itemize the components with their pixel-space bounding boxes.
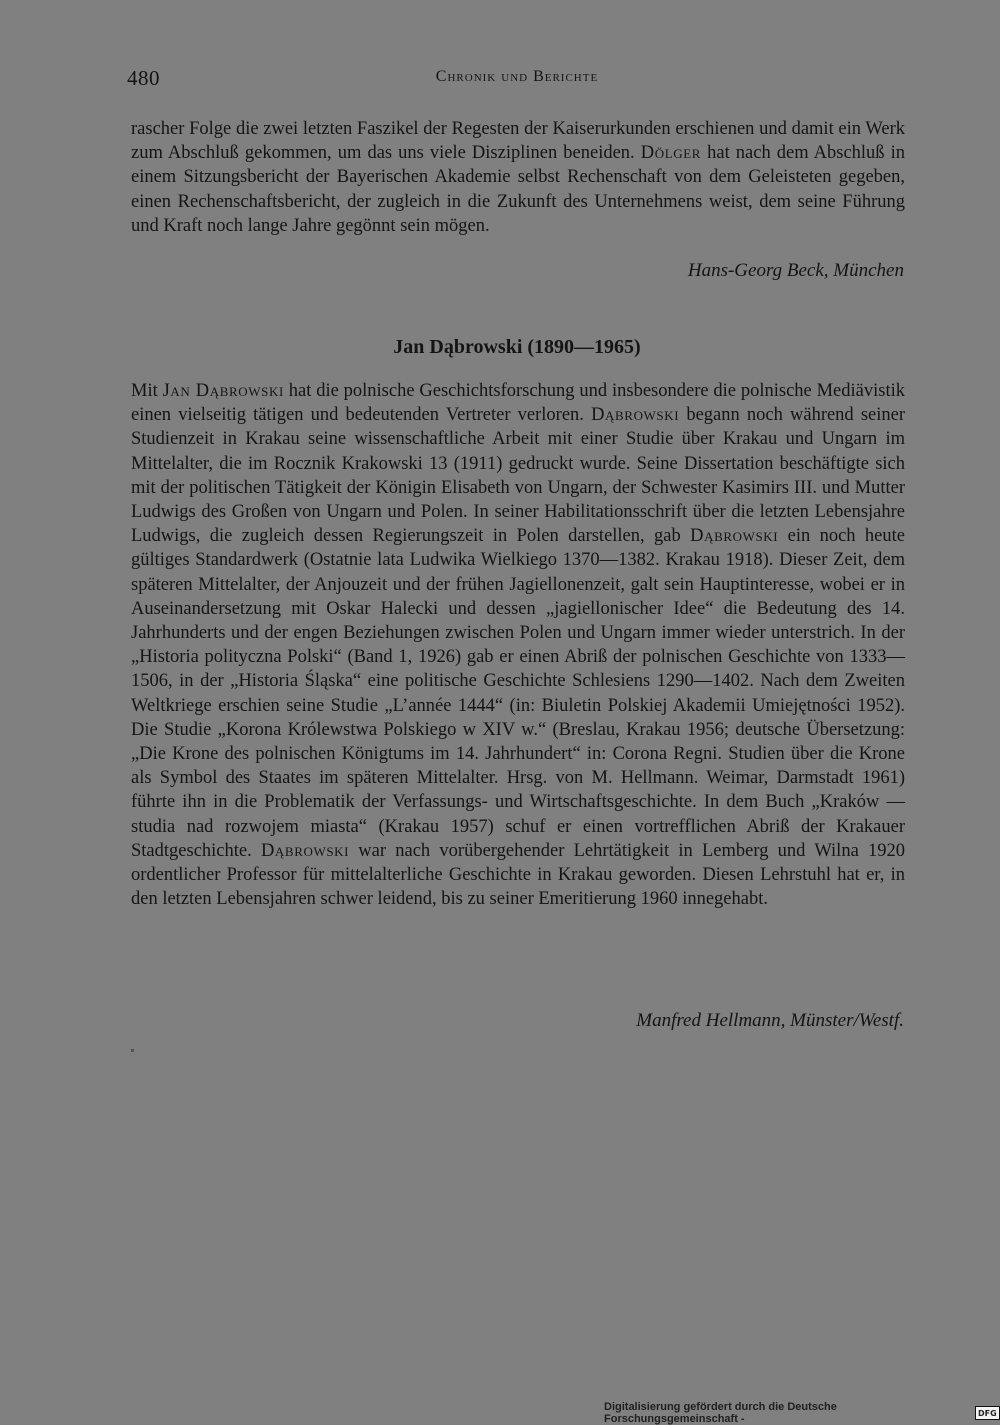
paragraph-previous-report	[131, 117, 905, 238]
signature-hellmann: Manfred Hellmann, Münster/Westf.	[636, 1010, 904, 1031]
page-header	[127, 66, 907, 96]
article-title: Jan Dąbrowski (1890—1965)	[393, 336, 641, 358]
text-run: hat nach dem Abschluß in einem Sitzungsbericht der Bayerischen Akademie selbst Rechenschaft von dem Geleisteten gegeben, einen Rechenschaftsbericht, der zugleich in die Zukunft des Unternehmens weist, dem seine Führung und Kraft noch lange Jahre gegönnt sein mögen.	[131, 143, 905, 236]
text-run: Mit	[131, 381, 163, 401]
person-name: Dąbrowski	[591, 405, 680, 426]
text-run: rascher Folge die zwei letzten Faszikel der Regesten der Kaiserurkunden erschienen und damit ein Werk zum Abschluß gekommen, um das uns viele Disziplinen beneiden.	[131, 119, 905, 164]
page-number: 480	[127, 66, 160, 90]
dfg-logo: DFG	[975, 1406, 1000, 1420]
person-name: Jan Dąbrowski	[162, 381, 284, 401]
text-run: hat die polnische Geschichtsforschung und insbesondere die polnische Mediävistik einen vielseitig tätigen und bedeutenden Vertreter verloren.	[131, 381, 905, 426]
person-name: Dąbrowski	[260, 840, 350, 861]
scan-speck	[131, 1049, 134, 1052]
author-name-dolger: Dölger	[640, 143, 702, 164]
running-head: Chronik und Berichte	[435, 68, 599, 85]
text-run: begann noch während seiner Studienzeit in Krakau seine wissenschaftliche Arbeit mit einer Studie über Krakau und Ungarn im Mittelalter, die im Rocznik Krakowski 13 (1911) gedruckt wurde. Seine Dissertation beschäftigte sich mit der politischen Tätigkeit der Königin Elisabeth von Ungarn, der Schwester Kasimirs III. und Mutter Ludwigs des Großen von Ungarn und Polen. In seiner Habilitationsschrift über die letzten Lebensjahre Ludwigs, die zugleich dessen Regierungszeit in Polen darstellen, gab	[131, 405, 905, 547]
person-name: Dąbrowski	[690, 526, 779, 547]
footer-text: Digitalisierung gefördert durch die Deutsche Forschungsgemeinschaft -	[604, 1401, 837, 1425]
text-run: war nach vorübergehender Lehrtätigkeit in Lemberg und Wilna 1920 ordentlicher Professor für mittelalterliche Geschichte in Krakau geworden. Diesen Lehrstuhl hat er, in den letzten Lebensjahren schwer leidend, bis zu seiner Emeritierung 1960 innegehabt.	[131, 840, 906, 910]
text-run: ein noch heute gültiges Standardwerk (Ostatnie lata Ludwika Wielkiego 1370—1382. Krakau 1918). Dieser Zeit, dem späteren Mittelalter, der Anjouzeit und der frühen Jagiellonenzeit, galt sein Hauptinteresse, wobei er in Auseinandersetzung mit Oskar Halecki und dessen „jagiellonischer Idee“ die Bedeutung des 14. Jahrhunderts und der engen Beziehungen zwischen Polen und Ungarn immer wieder unterstrich. In der „Historia polityczna Polski“ (Band 1, 1926) gab er einen Abriß der polnischen Geschichte von 1333—1506, in der „Historia Śląska“ eine politische Geschichte Schlesiens 1290—1402. Nach dem Zweiten Weltkriege erschien seine Studie „L’année 1444“ (in: Biuletin Polskiej Akademii Umiejętności 1952). Die Studie „Korona Królewstwa Polskiego w XIV w.“ (Breslau, Krakau 1956; deutsche Übersetzung: „Die Krone des polnischen Königtums im 14. Jahrhundert“ in: Corona Regni. Studien über die Krone als Symbol des Staates im späteren Mittelalter. Hrsg. von M. Hellmann. Weimar, Darmstadt 1961) führte ihn in die Problematik der Verfassungs- und Wirtschaftsgeschichte. In dem Buch „Kraków — studia nad rozwojem miasta“ (Krakau 1957) schuf er einen vortrefflichen Abriß der Krakauer Stadtgeschichte.	[131, 526, 905, 861]
signature-beck: Hans-Georg Beck, München	[687, 260, 904, 281]
paragraph-obituary	[131, 379, 905, 911]
digitization-footer	[604, 1401, 1000, 1425]
